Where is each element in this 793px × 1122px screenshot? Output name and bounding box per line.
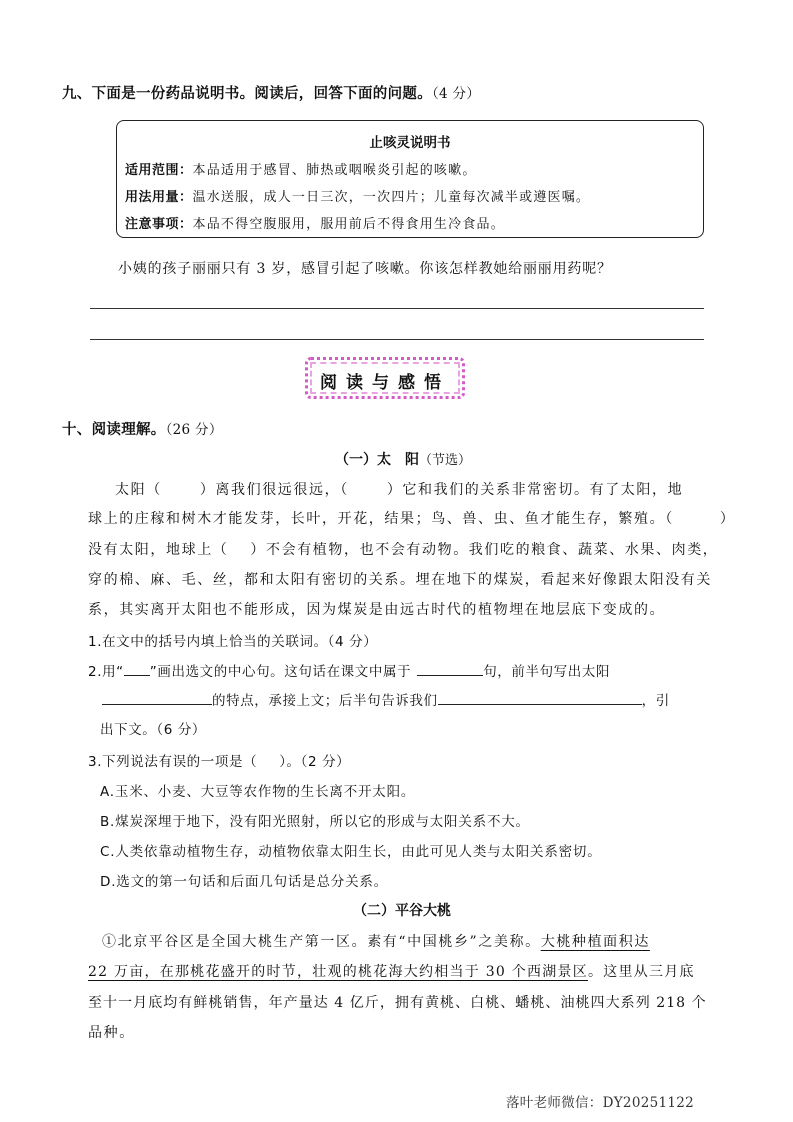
question-10-text: 十、阅读理解。: [62, 422, 166, 438]
watermark-text: 落叶老师微信：DY20251122: [506, 1095, 695, 1111]
medicine-leaflet-box: [116, 120, 704, 238]
underlined-sentence: 大桃种植面积达: [540, 934, 650, 950]
option-a: A.玉米、小麦、大豆等农作物的生长离不开太阳。: [100, 784, 416, 800]
text-segment: ”画出选文的中心句。这句话在课文中属于: [149, 664, 412, 680]
sentence-type-blank[interactable]: [417, 663, 483, 676]
text-segment: ）。（2 分）: [279, 754, 351, 770]
passage-1-line-3: [88, 539, 718, 559]
sub-question-3-stem: [88, 750, 350, 770]
question-10-score: （26 分）: [165, 422, 223, 438]
question-9-score: （4 分）: [432, 86, 481, 102]
sun-feature-blank[interactable]: [102, 692, 212, 705]
option-d: D.选文的第一句话和后面几句话是总分关系。: [100, 874, 388, 890]
text-segment: 。这里从三月底: [587, 964, 695, 980]
text-segment: ，引: [641, 693, 670, 709]
passage-2-title: （二）平谷大桃: [353, 903, 451, 919]
passage-1-subtitle: （节选）: [419, 453, 472, 468]
sub-question-1: 1.在文中的括号内填上恰当的关联词。（4 分）: [88, 634, 378, 650]
leaflet-text: 本品不得空腹服用，服用前后不得食用生冷食品。: [192, 217, 505, 232]
sub-question-2-line-2: [88, 689, 670, 709]
text-segment: 句，前半句写出太阳: [483, 664, 611, 680]
text-segment: 太阳（: [115, 482, 162, 498]
question-10-title: [62, 418, 223, 439]
text-segment: ）它和我们的关系非常密切。有了太阳，地: [386, 482, 684, 498]
leaflet-text: 温水送服，成人一日三次，一次四片；儿童每次减半或遵医嘱。: [192, 190, 591, 205]
section-banner: [305, 357, 465, 399]
option-c: C.人类依靠动植物生存，动植物依靠太阳生长，由此可见人类与太阳关系密切。: [100, 844, 602, 860]
passage-1-line-1: [115, 479, 683, 499]
passage-1-title: [335, 449, 471, 469]
text-segment: ）离我们很远很远，（: [199, 482, 349, 498]
text-segment: ）不会有植物，也不会有动物。我们吃的粮食、蔬菜、水果、肉类，: [250, 542, 719, 558]
tells-us-blank[interactable]: [438, 692, 642, 705]
passage-1-line-2: [88, 508, 735, 528]
text-segment: 2.用“: [88, 664, 124, 680]
leaflet-row-scope: [125, 159, 477, 178]
text-segment: 没有太阳，地球上（: [88, 542, 229, 558]
text-segment: 3.下列说法有误的一项是（: [88, 754, 258, 770]
sub-question-2-line-3: 出下文。（6 分）: [100, 722, 207, 738]
passage-2-line-1: [102, 931, 650, 951]
underlined-sentence: 22 万亩，在那桃花盛开的时节，壮观的桃花海大约相当于 30 个西湖景区: [88, 964, 588, 980]
text-segment: ）: [719, 511, 736, 527]
passage-1-title-text: （一）太 阳: [335, 452, 419, 468]
leaflet-text: 本品适用于感冒、肺热或咽喉炎引起的咳嗽。: [192, 163, 477, 178]
text-segment: 的特点，承接上文；后半句告诉我们: [212, 693, 438, 709]
leaflet-label: 注意事项：: [125, 217, 193, 232]
text-segment: 球上的庄稼和树木才能发芽，长叶，开花，结果；鸟、兽、虫、鱼才能生存，繁殖。（: [88, 511, 674, 527]
passage-1-line-4: 穿的棉、麻、毛、丝，都和太阳有密切的关系。埋在地下的煤炭，看起来好像跟太阳没有关: [88, 572, 712, 588]
underline-marker-blank[interactable]: [124, 663, 150, 676]
passage-2-line-2: [88, 961, 695, 981]
leaflet-label: 用法用量：: [125, 190, 193, 205]
text-segment: ①北京平谷区是全国大桃生产第一区。素有“中国桃乡”之美称。: [102, 934, 541, 950]
passage-2-line-4: 品种。: [88, 1025, 135, 1041]
leaflet-row-dosage: [125, 186, 590, 205]
question-9-title: [62, 82, 480, 103]
sub-question-2-line-1: [88, 660, 610, 680]
leaflet-label: 适用范围：: [125, 163, 193, 178]
passage-2-line-3: 至十一月底均有鲜桃销售，年产量达 4 亿斤，拥有黄桃、白桃、蟠桃、油桃四大系列 218 个: [88, 995, 707, 1011]
option-b: B.煤炭深埋于地下，没有阳光照射，所以它的形成与太阳关系不大。: [100, 814, 530, 830]
passage-1-line-5: 系，其实离开太阳也不能形成，因为煤炭是由远古时代的植物埋在地层底下变成的。: [88, 602, 666, 618]
section-banner-text: 阅读与感悟: [320, 373, 450, 393]
question-9-prompt: 小姨的孩子丽丽只有 3 岁，感冒引起了咳嗽。你该怎样教她给丽丽用药呢？: [118, 261, 612, 277]
answer-line-1[interactable]: [90, 308, 704, 309]
leaflet-row-precautions: [125, 213, 505, 232]
question-9-text: 九、下面是一份药品说明书。阅读后，回答下面的问题。: [62, 86, 432, 102]
answer-line-2[interactable]: [90, 339, 704, 340]
leaflet-title: 止咳灵说明书: [369, 135, 451, 151]
